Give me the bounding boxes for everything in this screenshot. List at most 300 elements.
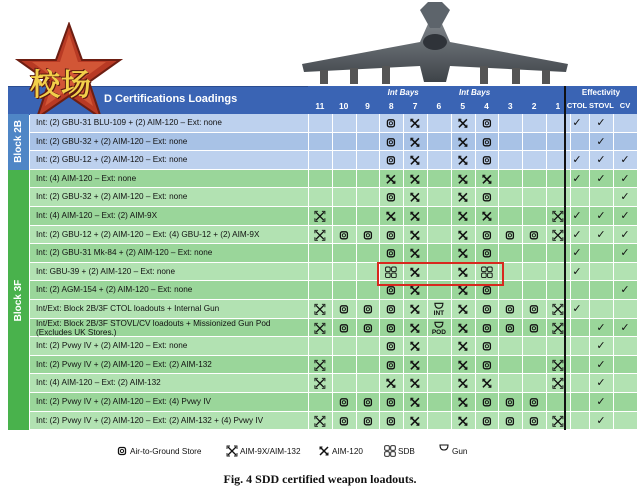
row-label: Int: (4) AIM-120 – Ext: (2) AIM-132 bbox=[36, 378, 161, 388]
check-mark: ✓ bbox=[596, 321, 606, 334]
table-row bbox=[30, 319, 637, 338]
check-mark: ✓ bbox=[620, 154, 630, 167]
gun-type-label: INT bbox=[433, 310, 445, 318]
check-mark: ✓ bbox=[596, 117, 606, 129]
aim-120-icon bbox=[451, 374, 475, 393]
grid-line bbox=[308, 263, 309, 282]
grid-line bbox=[356, 170, 357, 189]
row-label: Int: (2) GBU-31 Mk-84 + (2) AIM-120 – Ext: none bbox=[36, 248, 213, 258]
grid-line bbox=[332, 133, 333, 152]
grid-line bbox=[522, 188, 523, 207]
air-to-ground-store-icon bbox=[475, 151, 499, 170]
grid-line bbox=[498, 207, 499, 226]
aim-120-icon bbox=[403, 133, 427, 152]
aim-120-icon bbox=[451, 337, 475, 356]
aim-120-icon bbox=[403, 393, 427, 412]
grid-line bbox=[308, 114, 309, 133]
grid-line bbox=[522, 114, 523, 133]
aim-120-icon bbox=[403, 226, 427, 245]
table-title: D Certifications Loadings bbox=[104, 93, 238, 105]
grid-line bbox=[570, 374, 571, 393]
aim-9x-aim-132-icon bbox=[308, 319, 332, 338]
aim-120-icon bbox=[403, 188, 427, 207]
grid-line bbox=[498, 337, 499, 356]
air-to-ground-store-icon bbox=[379, 300, 403, 319]
grid-line bbox=[308, 170, 309, 189]
check-mark: ✓ bbox=[620, 191, 630, 204]
grid-line bbox=[498, 151, 499, 170]
table-row bbox=[30, 133, 637, 152]
sdb-icon bbox=[382, 443, 398, 459]
table-row bbox=[30, 244, 637, 263]
grid-line bbox=[356, 281, 357, 300]
block-label-bg bbox=[8, 170, 29, 430]
station-header: 11 bbox=[315, 101, 325, 111]
aim-120-icon bbox=[403, 170, 427, 189]
grid-line bbox=[498, 170, 499, 189]
air-to-ground-store-icon bbox=[356, 393, 380, 412]
grid-line bbox=[546, 244, 547, 263]
effectivity-label: Effectivity bbox=[581, 88, 621, 97]
grid-line bbox=[356, 188, 357, 207]
aim-120-icon bbox=[451, 412, 475, 431]
row-label: Int/Ext: Block 2B/3F STOVL/CV loadouts + Missionized Gun Pod (Excludes UK Stores.) bbox=[36, 318, 271, 338]
air-to-ground-store-icon bbox=[475, 337, 499, 356]
grid-line bbox=[498, 374, 499, 393]
row-label: Int: (2) Pvwy IV + (2) AIM-120 – Ext: none bbox=[36, 341, 188, 351]
grid-line bbox=[427, 374, 428, 393]
grid-line bbox=[546, 151, 547, 170]
grid-line bbox=[613, 263, 614, 282]
grid-line bbox=[546, 170, 547, 189]
aim-120-icon bbox=[451, 151, 475, 170]
air-to-ground-store-icon bbox=[475, 114, 499, 133]
grid-line bbox=[427, 393, 428, 412]
air-to-ground-store-icon bbox=[522, 226, 546, 245]
legend-item bbox=[452, 447, 467, 456]
air-to-ground-store-icon bbox=[522, 300, 546, 319]
grid-line bbox=[522, 151, 523, 170]
grid-line bbox=[332, 151, 333, 170]
air-to-ground-store-icon bbox=[475, 319, 499, 338]
grid-line bbox=[332, 114, 333, 133]
row-label: Int/Ext: Block 2B/3F CTOL loadouts + Internal Gun bbox=[36, 304, 220, 313]
station-header: 6 bbox=[436, 101, 442, 111]
gun-type-label: POD bbox=[431, 328, 446, 336]
air-to-ground-store-icon bbox=[379, 319, 403, 338]
aim-9x-aim-132-icon bbox=[308, 300, 332, 319]
aim-9x-aim-132-icon bbox=[308, 412, 332, 431]
table-row bbox=[30, 188, 637, 207]
aim-120-icon bbox=[451, 170, 475, 189]
grid-line bbox=[546, 393, 547, 412]
grid-line bbox=[546, 133, 547, 152]
grid-line bbox=[308, 244, 309, 263]
logo-text: 校场 bbox=[30, 68, 92, 103]
air-to-ground-store-icon bbox=[332, 393, 356, 412]
air-to-ground-store-icon bbox=[498, 393, 522, 412]
grid-line bbox=[522, 374, 523, 393]
check-mark: ✓ bbox=[572, 154, 582, 167]
air-to-ground-store-icon bbox=[379, 412, 403, 431]
grid-line bbox=[356, 263, 357, 282]
grid-line bbox=[613, 374, 614, 393]
check-mark: ✓ bbox=[572, 228, 582, 241]
grid-line bbox=[356, 374, 357, 393]
station-header: 9 bbox=[365, 101, 370, 111]
grid-line bbox=[332, 244, 333, 263]
table-row bbox=[30, 226, 637, 245]
aim-120-icon bbox=[475, 374, 499, 393]
grid-line bbox=[589, 244, 590, 263]
grid-line bbox=[308, 133, 309, 152]
legend-item bbox=[130, 447, 201, 456]
bays-label-right: Int Bays bbox=[459, 88, 491, 97]
grid-line bbox=[332, 188, 333, 207]
legend-label: AIM-120 bbox=[332, 447, 363, 456]
grid-line bbox=[522, 337, 523, 356]
check-mark: ✓ bbox=[572, 210, 582, 222]
grid-line bbox=[613, 356, 614, 375]
air-to-ground-store-icon bbox=[498, 300, 522, 319]
check-mark: ✓ bbox=[596, 340, 606, 353]
gun-icon bbox=[427, 319, 451, 338]
check-mark: ✓ bbox=[572, 303, 582, 315]
aim-120-icon bbox=[379, 207, 403, 226]
grid-line bbox=[427, 133, 428, 152]
air-to-ground-store-icon bbox=[356, 319, 380, 338]
gun-icon bbox=[436, 443, 452, 459]
grid-line bbox=[308, 337, 309, 356]
grid-line bbox=[522, 356, 523, 375]
station-header: 4 bbox=[484, 101, 489, 111]
grid-line bbox=[546, 188, 547, 207]
row-label: Int: (4) AIM-120 – Ext: (2) AIM-9X bbox=[36, 211, 158, 220]
row-label: Int: (2) GBU-12 + (2) AIM-120 – Ext: none bbox=[36, 155, 188, 165]
legend-label: AIM-9X/AIM-132 bbox=[240, 447, 301, 456]
aim-120-icon bbox=[451, 356, 475, 375]
grid-line bbox=[356, 114, 357, 133]
grid-line bbox=[356, 207, 357, 226]
row-label: Int: (2) GBU-31 BLU-109 + (2) AIM-120 – Ext: none bbox=[36, 118, 222, 127]
air-to-ground-store-icon bbox=[475, 133, 499, 152]
aim-120-icon bbox=[403, 244, 427, 263]
station-header: 2 bbox=[531, 101, 537, 111]
table-row bbox=[30, 281, 637, 300]
row-label: Int: (2) Pvwy IV + (2) AIM-120 – Ext: (2) AIM-132 + (4) Pvwy IV bbox=[36, 415, 264, 425]
air-to-ground-store-icon bbox=[475, 393, 499, 412]
station-header: 7 bbox=[412, 101, 418, 111]
grid-line bbox=[546, 263, 547, 282]
aim-120-icon bbox=[451, 226, 475, 245]
aim-120-icon bbox=[451, 114, 475, 133]
check-mark: ✓ bbox=[620, 284, 630, 297]
grid-line bbox=[570, 337, 571, 356]
check-mark: ✓ bbox=[572, 117, 582, 129]
grid-line bbox=[522, 281, 523, 300]
grid-line bbox=[522, 170, 523, 189]
block-label: Block 3F bbox=[13, 279, 24, 321]
air-to-ground-store-icon bbox=[332, 412, 356, 431]
grid-line bbox=[332, 337, 333, 356]
grid-line bbox=[427, 412, 428, 431]
aim-120-icon bbox=[403, 300, 427, 319]
row-label: Int: (2) GBU-12 + (2) AIM-120 – Ext: (4) GBU-12 + (2) AIM-9X bbox=[36, 229, 260, 239]
row-label: Int: (4) AIM-120 – Ext: none bbox=[36, 173, 137, 183]
check-mark: ✓ bbox=[596, 172, 606, 185]
aim-120-icon bbox=[403, 114, 427, 133]
table-row bbox=[30, 300, 637, 319]
grid-line bbox=[570, 412, 571, 431]
station-header: 5 bbox=[460, 101, 466, 111]
grid-line bbox=[427, 151, 428, 170]
grid-line bbox=[427, 226, 428, 245]
grid-line bbox=[356, 133, 357, 152]
grid-line bbox=[498, 244, 499, 263]
aim-9x-aim-132-icon bbox=[224, 443, 240, 459]
air-to-ground-store-icon bbox=[379, 337, 403, 356]
aim-120-icon bbox=[403, 337, 427, 356]
grid-line bbox=[332, 374, 333, 393]
grid-line bbox=[589, 300, 590, 319]
aim-9x-aim-132-icon bbox=[308, 374, 332, 393]
grid-line bbox=[308, 281, 309, 300]
legend-label: SDB bbox=[398, 447, 415, 456]
check-mark: ✓ bbox=[620, 228, 630, 241]
grid-line bbox=[613, 393, 614, 412]
table-row bbox=[30, 412, 637, 431]
grid-line bbox=[613, 337, 614, 356]
grid-line bbox=[498, 188, 499, 207]
aim-120-icon bbox=[475, 170, 499, 189]
effectivity-divider bbox=[564, 86, 566, 430]
grid-line bbox=[546, 114, 547, 133]
grid-line bbox=[498, 133, 499, 152]
grid-line bbox=[570, 281, 571, 300]
aim-120-icon bbox=[451, 244, 475, 263]
grid-line bbox=[356, 356, 357, 375]
grid-line bbox=[308, 393, 309, 412]
row-label: Int: (2) Pvwy IV + (2) AIM-120 – Ext: (2) AIM-132 bbox=[36, 359, 212, 369]
aim-120-icon bbox=[403, 412, 427, 431]
station-header: 1 bbox=[555, 101, 561, 111]
grid-line bbox=[427, 356, 428, 375]
grid-line bbox=[522, 263, 523, 282]
grid-line bbox=[570, 133, 571, 152]
grid-line bbox=[356, 337, 357, 356]
legend-item bbox=[240, 447, 301, 456]
grid-line bbox=[613, 133, 614, 152]
air-to-ground-store-icon bbox=[356, 300, 380, 319]
aim-120-icon bbox=[403, 356, 427, 375]
aim-120-icon bbox=[451, 207, 475, 226]
grid-line bbox=[332, 207, 333, 226]
grid-line bbox=[308, 188, 309, 207]
grid-line bbox=[522, 207, 523, 226]
aim-120-icon bbox=[451, 188, 475, 207]
grid-line bbox=[427, 337, 428, 356]
aim-120-icon bbox=[379, 374, 403, 393]
air-to-ground-store-icon bbox=[475, 412, 499, 431]
table-row bbox=[30, 263, 637, 282]
grid-line bbox=[332, 170, 333, 189]
table-row bbox=[30, 151, 637, 170]
grid-line bbox=[570, 393, 571, 412]
grid-line bbox=[570, 188, 571, 207]
air-to-ground-store-icon bbox=[475, 244, 499, 263]
aim-120-icon bbox=[316, 443, 332, 459]
air-to-ground-store-icon bbox=[522, 393, 546, 412]
f35-jet-illustration bbox=[300, 2, 570, 88]
air-to-ground-store-icon bbox=[332, 319, 356, 338]
air-to-ground-store-icon bbox=[379, 188, 403, 207]
legend-item bbox=[332, 447, 363, 456]
grid-line bbox=[546, 281, 547, 300]
grid-line bbox=[332, 356, 333, 375]
check-mark: ✓ bbox=[620, 172, 630, 185]
aim-120-icon bbox=[475, 207, 499, 226]
aim-9x-aim-132-icon bbox=[546, 356, 570, 375]
check-mark: ✓ bbox=[596, 414, 606, 427]
row-label: Int: (2) AGM-154 + (2) AIM-120 – Ext: none bbox=[36, 285, 193, 295]
legend-item bbox=[398, 447, 415, 456]
grid-line bbox=[570, 356, 571, 375]
table-row bbox=[30, 114, 637, 133]
air-to-ground-store-icon bbox=[379, 356, 403, 375]
aim-120-icon bbox=[451, 393, 475, 412]
legend-label: Gun bbox=[452, 447, 468, 456]
check-mark: ✓ bbox=[596, 358, 606, 371]
air-to-ground-store-icon bbox=[356, 412, 380, 431]
check-mark: ✓ bbox=[572, 172, 582, 185]
grid-line bbox=[613, 114, 614, 133]
figure-caption: Fig. 4 SDD certified weapon loadouts. bbox=[223, 472, 417, 486]
check-mark: ✓ bbox=[572, 265, 582, 278]
aim-9x-aim-132-icon bbox=[308, 226, 332, 245]
air-to-ground-store-icon bbox=[379, 244, 403, 263]
grid-line bbox=[427, 244, 428, 263]
check-mark: ✓ bbox=[596, 135, 606, 148]
aim-120-icon bbox=[379, 170, 403, 189]
grid-line bbox=[427, 207, 428, 226]
row-label: Int: (2) Pvwy IV + (2) AIM-120 – Ext: (4) Pvwy IV bbox=[36, 397, 211, 406]
table-row bbox=[30, 374, 637, 393]
legend-label: Air-to-Ground Store bbox=[130, 447, 202, 456]
station-header: 3 bbox=[507, 101, 513, 111]
aim-120-icon bbox=[451, 300, 475, 319]
grid-line bbox=[589, 281, 590, 300]
air-to-ground-store-icon bbox=[475, 300, 499, 319]
check-mark: ✓ bbox=[620, 321, 630, 334]
aim-120-icon bbox=[451, 319, 475, 338]
grid-line bbox=[589, 263, 590, 282]
aim-9x-aim-132-icon bbox=[546, 319, 570, 338]
grid-line bbox=[427, 114, 428, 133]
block-label: Block 2B bbox=[13, 120, 24, 164]
highlight-box bbox=[377, 262, 504, 287]
aim-9x-aim-132-icon bbox=[308, 356, 332, 375]
air-to-ground-store-icon bbox=[379, 226, 403, 245]
aim-120-icon bbox=[403, 374, 427, 393]
air-to-ground-store-icon bbox=[332, 226, 356, 245]
gun-icon bbox=[427, 300, 451, 319]
effectivity-header: STOVL bbox=[589, 101, 614, 110]
grid-line bbox=[522, 244, 523, 263]
row-label: Int: GBU-39 + (2) AIM-120 – Ext: none bbox=[36, 266, 176, 276]
air-to-ground-store-icon bbox=[498, 412, 522, 431]
check-mark: ✓ bbox=[620, 247, 630, 260]
effectivity-header: CV bbox=[619, 101, 631, 110]
grid-line bbox=[498, 356, 499, 375]
air-to-ground-store-icon bbox=[379, 393, 403, 412]
aim-9x-aim-132-icon bbox=[308, 207, 332, 226]
effectivity-header: CTOL bbox=[566, 101, 588, 110]
air-to-ground-store-icon bbox=[498, 226, 522, 245]
grid-line bbox=[613, 300, 614, 319]
check-mark: ✓ bbox=[596, 210, 606, 222]
air-to-ground-store-icon bbox=[379, 133, 403, 152]
block-label-bg bbox=[8, 114, 29, 170]
table-row bbox=[30, 207, 637, 226]
row-label: Int: (2) GBU-32 + (2) AIM-120 – Ext: none bbox=[36, 136, 188, 146]
grid-line bbox=[589, 188, 590, 207]
air-to-ground-store-icon bbox=[356, 226, 380, 245]
air-to-ground-store-icon bbox=[379, 151, 403, 170]
table-row bbox=[30, 170, 637, 189]
air-to-ground-store-icon bbox=[379, 114, 403, 133]
grid-line bbox=[332, 281, 333, 300]
row-label: Int: (2) GBU-32 + (2) AIM-120 – Ext: none bbox=[36, 192, 188, 202]
grid-line bbox=[546, 337, 547, 356]
grid-line bbox=[356, 151, 357, 170]
check-mark: ✓ bbox=[596, 377, 606, 390]
station-header: 10 bbox=[338, 101, 349, 111]
air-to-ground-store-icon bbox=[475, 226, 499, 245]
grid-line bbox=[356, 244, 357, 263]
grid-line bbox=[522, 133, 523, 152]
aim-120-icon bbox=[403, 207, 427, 226]
air-to-ground-store-icon bbox=[475, 188, 499, 207]
grid-line bbox=[570, 319, 571, 338]
check-mark: ✓ bbox=[572, 247, 582, 260]
grid-line bbox=[613, 412, 614, 431]
aim-120-icon bbox=[451, 133, 475, 152]
table-row bbox=[30, 337, 637, 356]
check-mark: ✓ bbox=[596, 154, 606, 167]
grid-line bbox=[308, 151, 309, 170]
grid-line bbox=[332, 263, 333, 282]
bays-label-left: Int Bays bbox=[387, 88, 419, 97]
air-to-ground-store-icon bbox=[475, 356, 499, 375]
grid-line bbox=[427, 188, 428, 207]
aim-120-icon bbox=[403, 151, 427, 170]
air-to-ground-store-icon bbox=[332, 300, 356, 319]
check-mark: ✓ bbox=[620, 210, 630, 222]
station-header: 8 bbox=[388, 101, 394, 111]
table-row bbox=[30, 393, 637, 412]
table-row bbox=[30, 356, 637, 375]
air-to-ground-store-icon bbox=[522, 412, 546, 431]
grid-line bbox=[427, 170, 428, 189]
air-to-ground-store-icon bbox=[522, 319, 546, 338]
check-mark: ✓ bbox=[596, 228, 606, 241]
aim-120-icon bbox=[403, 319, 427, 338]
air-to-ground-store-icon bbox=[114, 443, 130, 459]
air-to-ground-store-icon bbox=[498, 319, 522, 338]
check-mark: ✓ bbox=[596, 396, 606, 408]
grid-line bbox=[498, 114, 499, 133]
aim-9x-aim-132-icon bbox=[546, 412, 570, 431]
